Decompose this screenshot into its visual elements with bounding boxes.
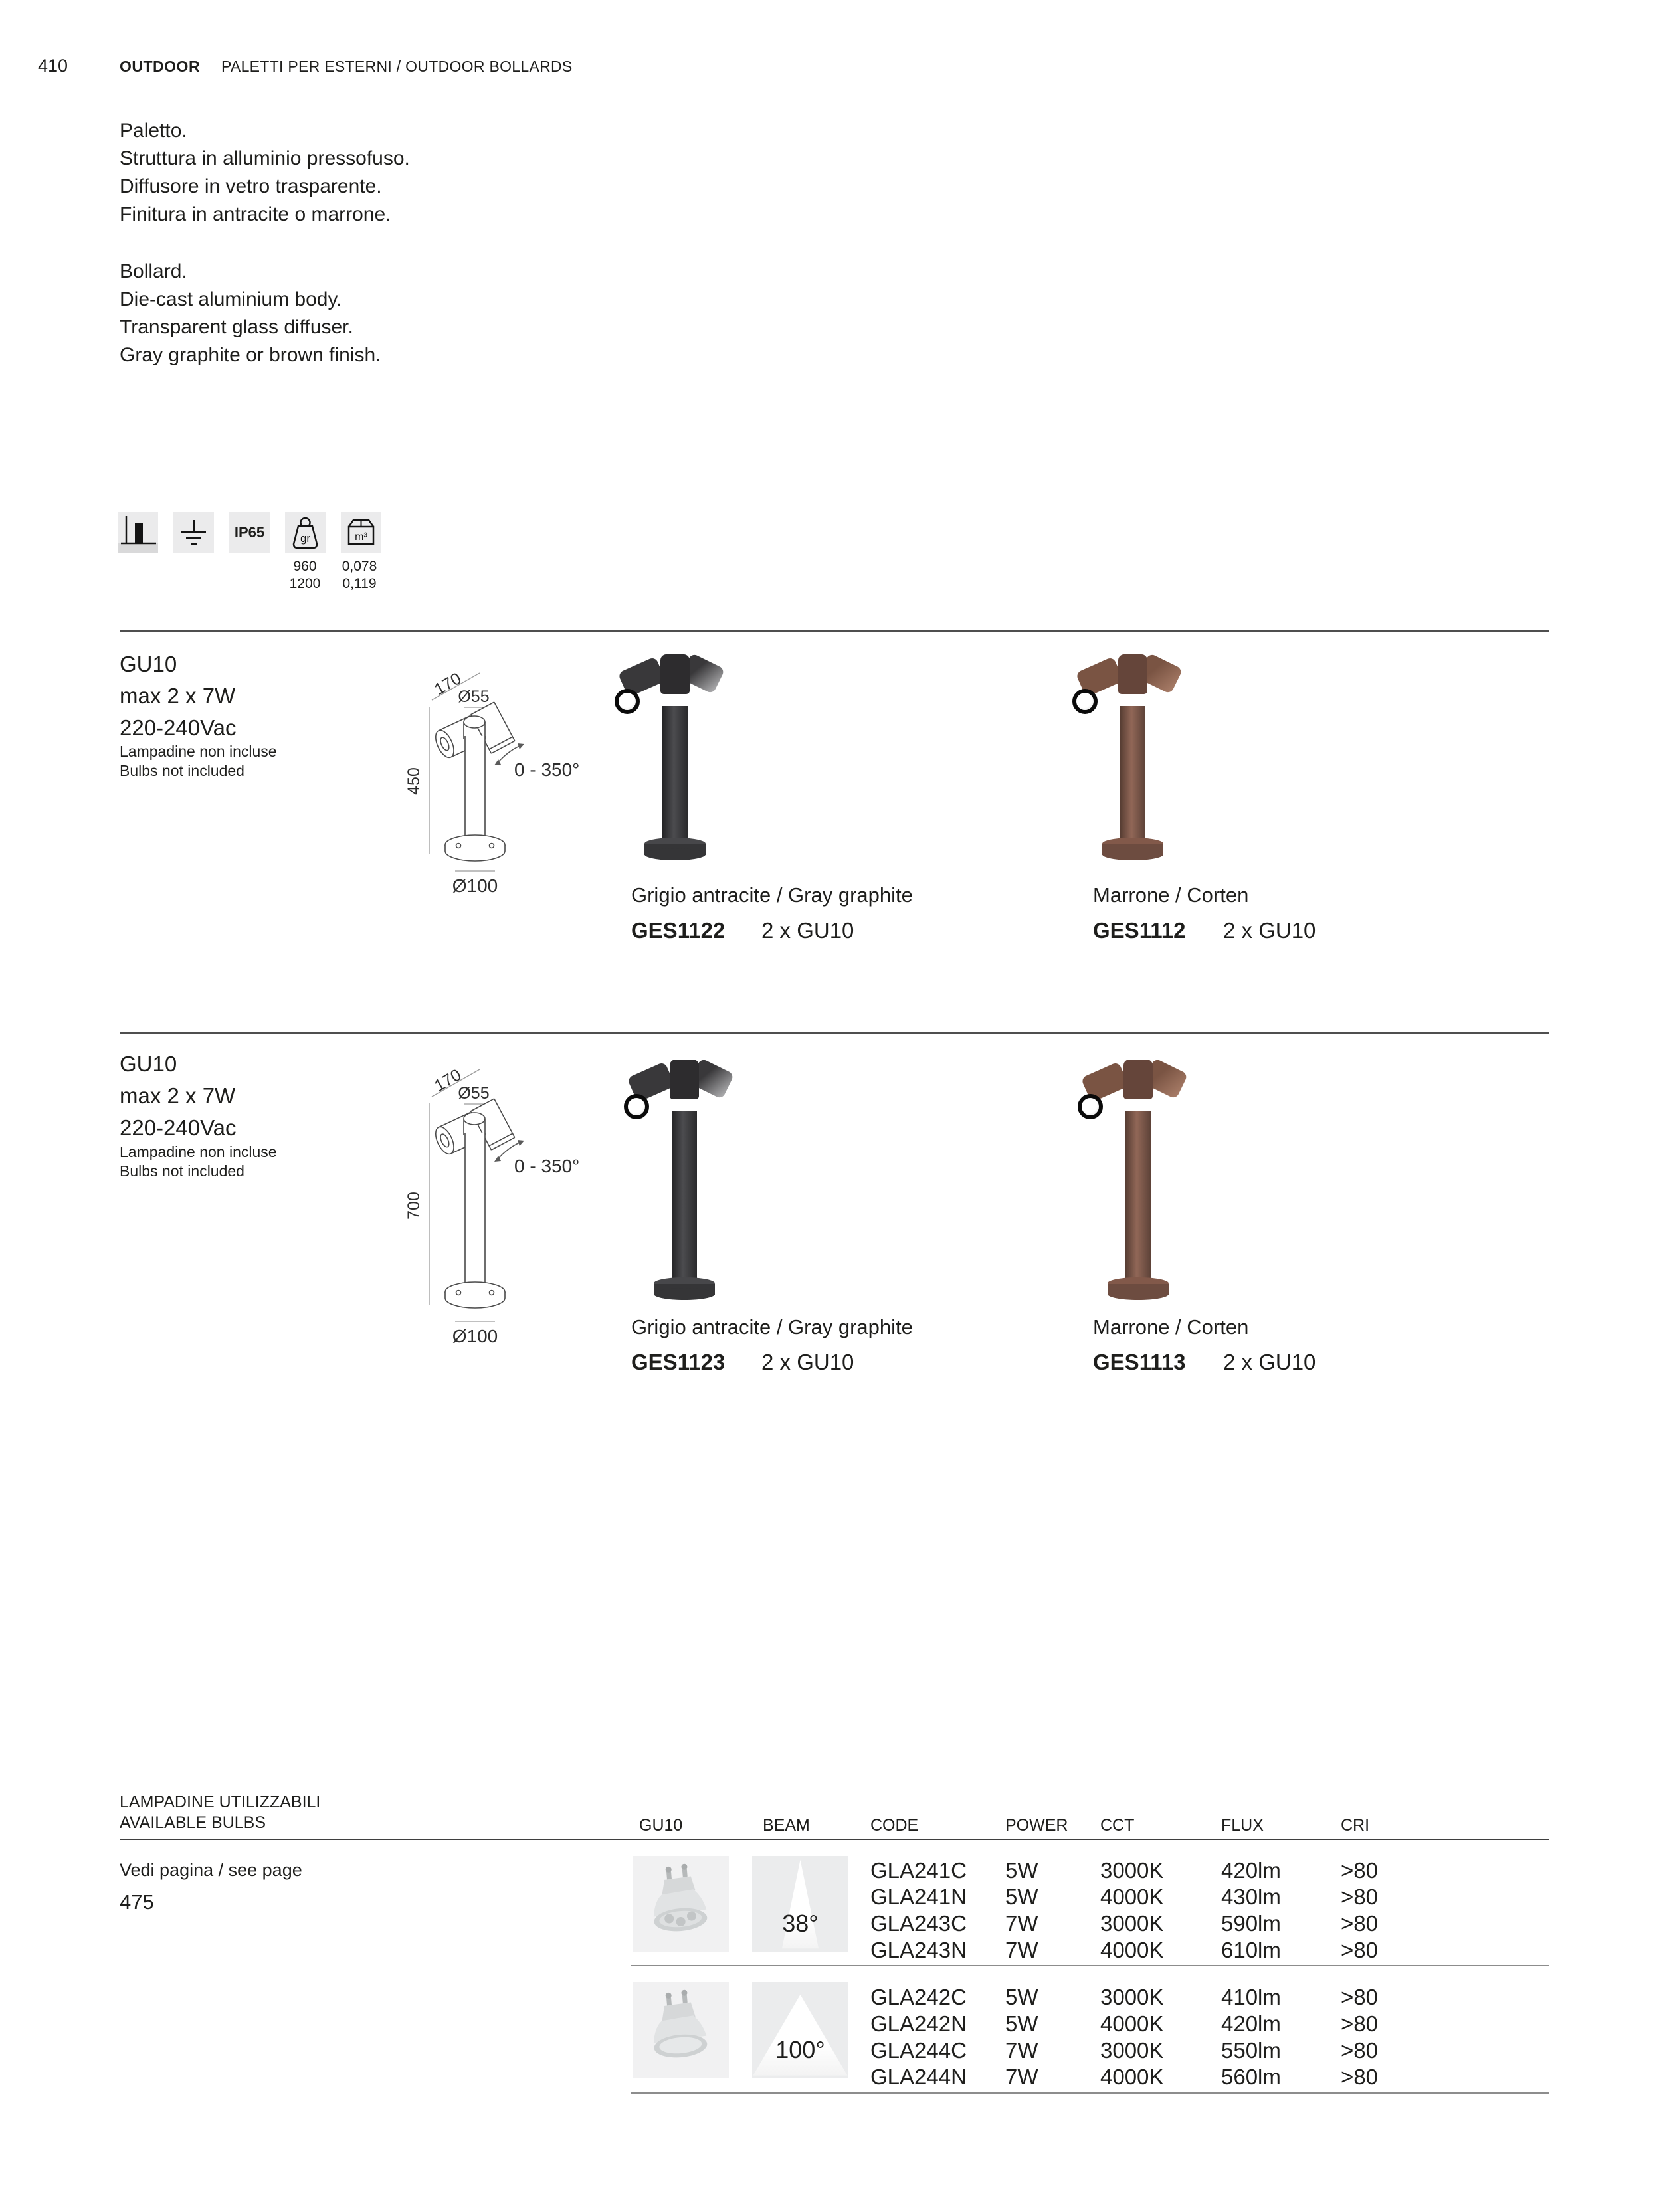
floor-mounting-icon xyxy=(118,512,158,553)
bulb-cct: 4000K xyxy=(1100,2011,1164,2036)
product-code: GES1112 xyxy=(1093,918,1186,943)
bulb-flux: 560lm xyxy=(1221,2065,1281,2089)
table-group-divider xyxy=(631,1965,1549,1966)
description-line: Gray graphite or brown finish. xyxy=(120,344,381,366)
pole xyxy=(672,1111,697,1285)
column-header-flux: FLUX xyxy=(1221,1816,1264,1835)
description-line: Bollard. xyxy=(120,260,187,282)
product-code: GES1113 xyxy=(1093,1350,1186,1374)
pole-cap xyxy=(670,1060,699,1099)
bulbs-title: LAMPADINE UTILIZZABILI AVAILABLE BULBS xyxy=(120,1793,321,1832)
dim-head-diameter: Ø55 xyxy=(458,1084,490,1103)
volume-unit-label: m³ xyxy=(355,531,367,543)
page-subtitle: PALETTI PER ESTERNI / OUTDOOR BOLLARDS xyxy=(221,58,573,75)
technical-drawing-700 xyxy=(399,1061,631,1356)
product-photo-corten-450 xyxy=(1076,654,1189,860)
gu10-bulb-photo xyxy=(633,1982,729,2078)
dim-arm-length: 170 xyxy=(431,1065,465,1096)
bulb-flux: 410lm xyxy=(1221,1985,1281,2009)
bulb-flux: 590lm xyxy=(1221,1911,1281,1936)
see-page-number: 475 xyxy=(120,1890,154,1914)
bulb-cct: 4000K xyxy=(1100,1938,1164,1962)
bulb-power: 7W xyxy=(1005,1938,1038,1962)
pole xyxy=(1120,706,1145,846)
beam-cone-icon xyxy=(752,1982,848,2078)
description-italian xyxy=(120,117,410,229)
bulb-cct: 4000K xyxy=(1100,1885,1164,1909)
voltage: 220-240Vac xyxy=(120,1115,237,1140)
bulb-cct: 3000K xyxy=(1100,1911,1164,1936)
beam-angle-box xyxy=(752,1856,848,1952)
bulb-cri: >80 xyxy=(1341,1985,1378,2009)
lamp-lens xyxy=(615,689,640,714)
column-header-power: POWER xyxy=(1005,1816,1068,1835)
bulb-cct: 3000K xyxy=(1100,2038,1164,2063)
dim-base-diameter: Ø100 xyxy=(452,1326,498,1346)
section-divider xyxy=(120,1032,1549,1034)
bulb-flux: 610lm xyxy=(1221,1938,1281,1962)
bulb-power: 5W xyxy=(1005,1985,1038,2009)
bulb-power: 7W xyxy=(1005,2038,1038,2063)
base-flange xyxy=(654,1288,715,1300)
description-line: Diffusore in vetro trasparente. xyxy=(120,175,382,197)
dim-height: 700 xyxy=(405,1192,423,1220)
lamp-type: GU10 xyxy=(120,652,177,676)
product-photo-corten-700 xyxy=(1082,1060,1195,1300)
column-header-cct: CCT xyxy=(1100,1816,1135,1835)
weight-values: 960 1200 xyxy=(289,559,321,591)
product-code: GES1123 xyxy=(631,1350,726,1374)
finish-label: Grigio antracite / Gray graphite xyxy=(631,1315,913,1338)
dim-base-diameter: Ø100 xyxy=(452,876,498,896)
bulbs-note-en: Bulbs not included xyxy=(120,762,244,779)
bulb-cct: 3000K xyxy=(1100,1985,1164,2009)
table-header-rule xyxy=(120,1839,1549,1840)
bulbs-note-en: Bulbs not included xyxy=(120,1162,244,1180)
bulb-cri: >80 xyxy=(1341,2065,1378,2089)
bulb-power: 7W xyxy=(1005,1911,1038,1936)
column-header-code: CODE xyxy=(870,1816,919,1835)
lamp-lens xyxy=(624,1094,649,1119)
bulb-code: GLA242C xyxy=(870,1985,967,2009)
bulb-code: GLA244C xyxy=(870,2038,967,2063)
technical-drawing-450 xyxy=(399,664,631,903)
dim-height: 450 xyxy=(405,767,423,795)
ip-rating-badge: IP65 xyxy=(229,512,270,553)
bulb-code: GLA242N xyxy=(870,2011,967,2036)
beam-cone-icon xyxy=(752,1856,848,1952)
max-power: max 2 x 7W xyxy=(120,684,236,708)
see-page-label: Vedi pagina / see page xyxy=(120,1860,302,1880)
voltage: 220-240Vac xyxy=(120,715,237,740)
bulb-flux: 420lm xyxy=(1221,1858,1281,1883)
lamp-type: GU10 xyxy=(120,1052,177,1076)
lamp-lens xyxy=(1078,1094,1103,1119)
bulb-code: GLA241C xyxy=(870,1858,967,1883)
pole xyxy=(662,706,688,846)
description-line: Struttura in alluminio pressofuso. xyxy=(120,147,410,169)
bulb-cri: >80 xyxy=(1341,1938,1378,1962)
product-code: GES1122 xyxy=(631,918,726,943)
bulb-power: 7W xyxy=(1005,2065,1038,2089)
bulb-flux: 420lm xyxy=(1221,2011,1281,2036)
bulb-cri: >80 xyxy=(1341,2011,1378,2036)
beam-angle-value: 100° xyxy=(775,2036,825,2063)
description-line: Transparent glass diffuser. xyxy=(120,316,353,338)
section-divider xyxy=(120,630,1549,632)
volume-icon xyxy=(341,512,381,553)
description-line: Finitura in antracite o marrone. xyxy=(120,203,391,225)
product-lamping: 2 x GU10 xyxy=(761,918,854,943)
base-flange xyxy=(1108,1288,1169,1300)
bulbs-note-it: Lampadine non incluse xyxy=(120,743,277,760)
dim-head-diameter: Ø55 xyxy=(458,688,490,706)
product-lamping: 2 x GU10 xyxy=(1223,918,1316,943)
finish-label: Marrone / Corten xyxy=(1093,1315,1249,1338)
product-lamping: 2 x GU10 xyxy=(1223,1350,1316,1374)
product-photo-graphite-700 xyxy=(628,1060,741,1300)
column-header-beam: BEAM xyxy=(763,1816,810,1835)
gu10-bulb-photo xyxy=(633,1856,729,1952)
description-line: Die-cast aluminium body. xyxy=(120,288,342,310)
bulb-flux: 430lm xyxy=(1221,1885,1281,1909)
beam-angle-value: 38° xyxy=(782,1910,819,1937)
pole-cap xyxy=(660,654,690,694)
description-english xyxy=(120,258,381,369)
bulb-power: 5W xyxy=(1005,1858,1038,1883)
base-flange xyxy=(644,848,706,860)
bulb-code: GLA243C xyxy=(870,1911,967,1936)
column-header-cri: CRI xyxy=(1341,1816,1370,1835)
bulb-cri: >80 xyxy=(1341,1885,1378,1909)
max-power: max 2 x 7W xyxy=(120,1083,236,1108)
bulb-power: 5W xyxy=(1005,2011,1038,2036)
bulb-cct: 4000K xyxy=(1100,2065,1164,2089)
page-category: OUTDOOR xyxy=(120,58,201,75)
weight-icon xyxy=(285,512,326,553)
finish-label: Marrone / Corten xyxy=(1093,883,1249,907)
bulb-power: 5W xyxy=(1005,1885,1038,1909)
beam-angle-box xyxy=(752,1982,848,2078)
weight-unit-label: gr xyxy=(300,532,311,545)
dim-rotation: 0 - 350° xyxy=(514,1156,580,1176)
bulb-code: GLA243N xyxy=(870,1938,967,1962)
table-bottom-rule xyxy=(631,2092,1549,2094)
bulb-cri: >80 xyxy=(1341,1911,1378,1936)
finish-label: Grigio antracite / Gray graphite xyxy=(631,883,913,907)
pole-cap xyxy=(1123,1060,1153,1099)
earth-ground-icon xyxy=(173,512,214,553)
pole xyxy=(1125,1111,1151,1285)
base-flange xyxy=(1102,848,1163,860)
bulb-cri: >80 xyxy=(1341,1858,1378,1883)
volume-values: 0,078 0,119 xyxy=(342,559,377,591)
bulb-cct: 3000K xyxy=(1100,1858,1164,1883)
bulbs-note-it: Lampadine non incluse xyxy=(120,1143,277,1160)
bulb-flux: 550lm xyxy=(1221,2038,1281,2063)
product-lamping: 2 x GU10 xyxy=(761,1350,854,1374)
bulb-code: GLA244N xyxy=(870,2065,967,2089)
dim-arm-length: 170 xyxy=(431,669,465,699)
pole-cap xyxy=(1118,654,1147,694)
bulb-cri: >80 xyxy=(1341,2038,1378,2063)
page-number: 410 xyxy=(38,56,68,76)
product-photo-graphite-450 xyxy=(619,654,732,860)
lamp-lens xyxy=(1072,689,1098,714)
dim-rotation: 0 - 350° xyxy=(514,759,580,780)
column-header-gu10: GU10 xyxy=(639,1816,683,1835)
bulb-code: GLA241N xyxy=(870,1885,967,1909)
description-line: Paletto. xyxy=(120,120,187,141)
